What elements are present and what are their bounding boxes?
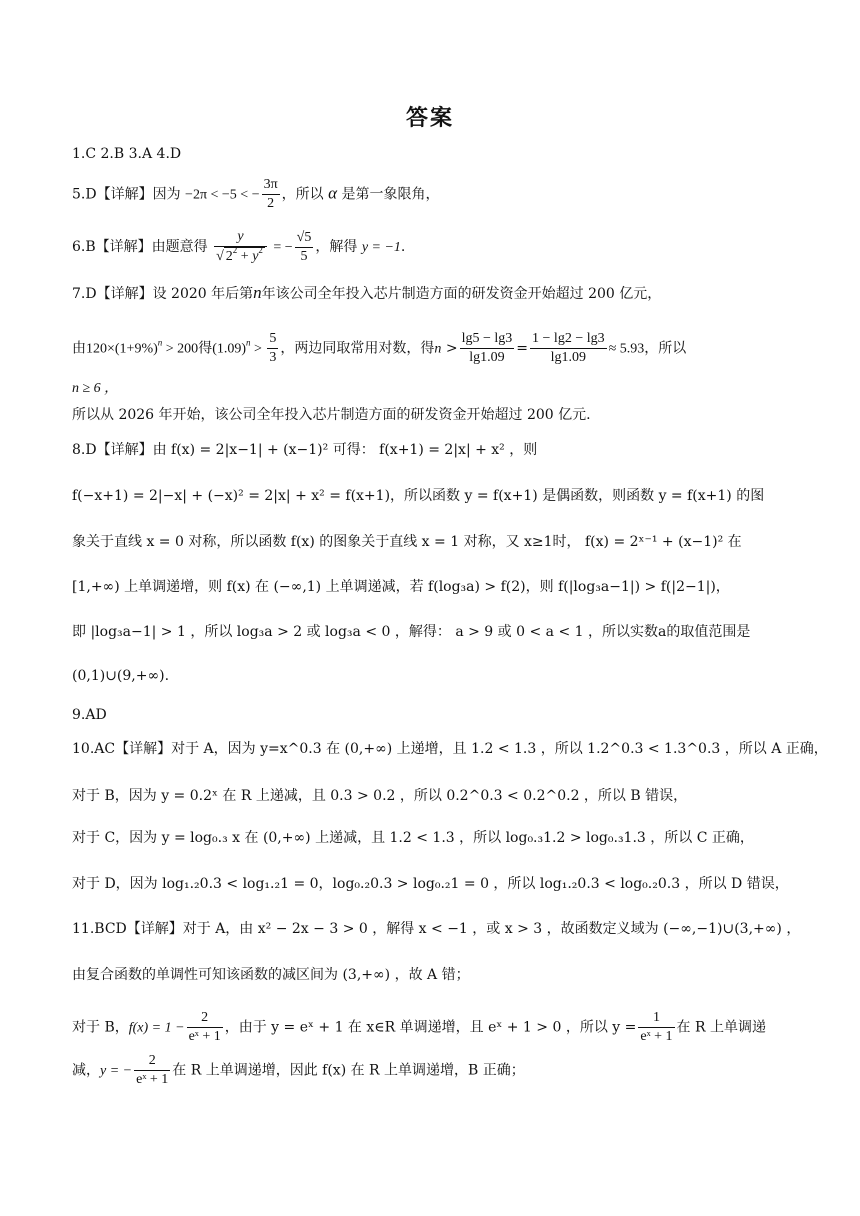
q11-frac-1-num: 2 <box>187 1009 223 1028</box>
q7-text-2d: ，所以 <box>644 340 687 357</box>
q7-tag: 【详解】 <box>96 286 153 302</box>
answer-6 <box>72 228 792 266</box>
q6-num: 6.B <box>72 239 96 255</box>
q11-l4a: 减， <box>72 1062 100 1079</box>
answer-10-line-4: 对于 D，因为 log₁.₂0.3 < log₁.₂1 = 0，log₀.₂0.3 > log₀.₂1 = 0 ，所以 log₁.₂0.3 < log₀.₂0.3 ，所以 D 错误， <box>72 876 789 892</box>
page-title: 答案 <box>405 106 454 131</box>
q6-text-3: . <box>400 239 406 255</box>
answer-11-line-4 <box>72 1052 792 1089</box>
answer-9: 9.AD <box>72 707 107 723</box>
answer-8-line-6: (0,1)∪(9,+∞). <box>72 668 170 684</box>
answer-7-line-3 <box>72 378 792 399</box>
q7-approx: ≈ 5.93 <box>608 341 645 357</box>
q11-l4c: 在 R 上单调递增，因此 f(x) 在 R 上单调递增，B 正确； <box>172 1062 525 1079</box>
answer-11-line-1: 11.BCD【详解】对于 A，由 x² − 2x − 3 > 0 ，解得 x < −1 ，或 x > 3 ，故函数定义域为 (−∞,−1)∪(3,+∞) ， <box>72 921 801 937</box>
q11-l3d: 在 R 上单调递 <box>676 1019 766 1036</box>
q5-text-3: 是第一象限角， <box>341 186 440 203</box>
q6-tag: 【详解】 <box>95 239 152 255</box>
q8-text-1: 由 f(x) = 2|x−1| + (x−1)² 可得： f(x+1) = 2|x| + x² ，则 <box>152 442 538 458</box>
q8-tag: 【详解】 <box>96 442 153 458</box>
q5-fraction <box>262 176 280 213</box>
q7-eq1: 120×(1+9%) <box>86 341 158 357</box>
answer-8-line-4: [1,+∞) 上单调递增，则 f(x) 在 (−∞,1) 上单调递减，若 f(log₃a) > f(2)，则 f(|log₃a−1|) > f(|2−1|)， <box>72 579 730 595</box>
q7-text-2b: 得 <box>198 340 213 357</box>
answer-7-line-2: 由$120\times(1+9\%)^n > 200$得$(1.09)^n$ > $\frac{5}{3}$ ，两边同取常用对数，得n > $\frac{\lg 5 - \lg 3}{\lg 1.09}$ = $\frac{1 - \lg 2 - \lg 3}{\lg 1.09}$ ≈ 5.93，所以 <box>72 331 687 365</box>
q7-frac-a-num: lg5 − lg3 <box>460 330 515 349</box>
q7-num: 7.D <box>72 286 97 302</box>
q7-frac-a-den: lg1.09 <box>469 350 505 365</box>
answer-8-line-1 <box>72 440 792 460</box>
q7-frac-5: 5 <box>267 330 278 349</box>
q6-text-1: 由题意得 <box>151 239 208 255</box>
q11-frac-3-den: eˣ + 1 <box>136 1072 169 1087</box>
q7-n: n <box>253 283 262 302</box>
q11-l3a: 对于 B， <box>72 1019 129 1036</box>
q6-fraction-left <box>214 228 267 266</box>
q8-num: 8.D <box>72 442 97 458</box>
answer-8-line-2: f(−x+1) = 2|−x| + (−x)² = 2|x| + x² = f(x+1)，所以函数 y = f(x+1) 是偶函数，则函数 y = f(x+1) 的图 <box>72 488 765 504</box>
q7-eq1b: > 200 <box>162 341 199 357</box>
q7-text-1: 设 2020 年后第 <box>152 286 254 302</box>
q6-result: y = −1 <box>361 240 401 255</box>
q6-den5: 5 <box>300 248 308 264</box>
answers-1-4: 1.C 2.B 3.A 4.D <box>72 146 182 162</box>
q7-frac-b-den: lg1.09 <box>550 350 587 365</box>
q5-frac-den: 2 <box>267 196 275 211</box>
q6-sqrt5: √5 <box>295 229 314 248</box>
q7-eq2: (1.09) <box>212 341 247 357</box>
q11-frac-1 <box>187 1009 223 1046</box>
q11-frac-2-num: 1 <box>638 1009 674 1028</box>
answer-8-line-5: 即 |log₃a−1| > 1 ，所以 log₃a > 2 或 log₃a < 0 ，解得： a > 9 或 0 < a < 1 ，所以实数a的取值范围是 <box>72 624 751 640</box>
q11-l3c: ，由于 y = eˣ + 1 在 x∈R 单调递增，且 eˣ + 1 > 0 ，所以 y = <box>224 1019 637 1036</box>
q5-text-2: ，所以 <box>281 186 324 203</box>
answer-8-line-3: 象关于直线 x = 0 对称，所以函数 f(x) 的图象关于直线 x = 1 对称，又 x≥1时， f(x) = 2ˣ⁻¹ + (x−1)² 在 <box>72 534 742 550</box>
answer-11-line-2: 由复合函数的单调性可知该函数的减区间为 (3,+∞) ，故 A 错； <box>72 967 470 983</box>
q5-text-1: 因为 <box>152 186 181 203</box>
q5-frac-num: 3π <box>262 176 280 195</box>
q5-alpha: α <box>328 183 338 203</box>
q7-frac-b-num: 1 − lg2 − lg3 <box>530 330 607 349</box>
q11-frac-2-den: eˣ + 1 <box>640 1029 673 1044</box>
q7-frac-3: 3 <box>269 350 277 365</box>
q5-inequality: −2π < −5 < − <box>185 187 260 203</box>
q7-text-3: n ≥ 6 ， <box>72 381 119 396</box>
q7-text-1b: 年该公司全年投入芯片制造方面的研发资金开始超过 200 亿元， <box>261 286 662 302</box>
q6-frac-den: √ $2^2 + y^2$ <box>216 245 263 264</box>
answer-11-line-3 <box>72 1009 792 1046</box>
q11-frac-1-den: eˣ + 1 <box>188 1029 221 1044</box>
q11-frac-3 <box>134 1052 170 1089</box>
answer-10-line-1: 10.AC【详解】对于 A，因为 y=x^0.3 在 (0,+∞) 上递增，且 1.2 < 1.3 ，所以 1.2^0.3 < 1.3^0.3 ，所以 A 正确， <box>72 741 828 757</box>
q7-text-2a: 由 <box>72 340 86 357</box>
q7-eq2b: > <box>250 341 266 357</box>
q7-frac-b <box>530 330 607 367</box>
q11-frac-2 <box>638 1009 674 1046</box>
q6-frac-num: y <box>214 228 267 247</box>
q11-frac-3-num: 2 <box>134 1052 170 1071</box>
q11-l4b: y = − <box>100 1063 133 1079</box>
q6-equals: = − <box>273 240 293 255</box>
q11-l3b: f(x) = 1 − <box>128 1020 185 1036</box>
q7-text-2c: ，两边同取常用对数，得 <box>280 340 435 357</box>
q5-tag: 【详解】 <box>96 186 153 203</box>
q6-text-2: ，解得 <box>315 239 358 255</box>
q6-fraction-right <box>295 229 314 266</box>
q7-frac-5-3 <box>267 330 278 367</box>
q7-frac-a <box>460 330 515 367</box>
answer-5 <box>72 176 792 213</box>
answer-7-line-4: 所以从 2026 年开始，该公司全年投入芯片制造方面的研发资金开始超过 200 亿元. <box>72 407 591 423</box>
answer-10-line-2: 对于 B，因为 y = 0.2ˣ 在 R 上递减，且 0.3 > 0.2 ，所以 0.2^0.3 < 0.2^0.2 ，所以 B 错误， <box>72 788 688 804</box>
answer-7-line-1 <box>72 283 792 304</box>
q5-num: 5.D <box>72 186 97 203</box>
answer-10-line-3: 对于 C，因为 y = log₀.₃ x 在 (0,+∞) 上递减，且 1.2 < 1.3 ，所以 log₀.₃1.2 > log₀.₃1.3 ，所以 C 正确， <box>72 830 754 846</box>
